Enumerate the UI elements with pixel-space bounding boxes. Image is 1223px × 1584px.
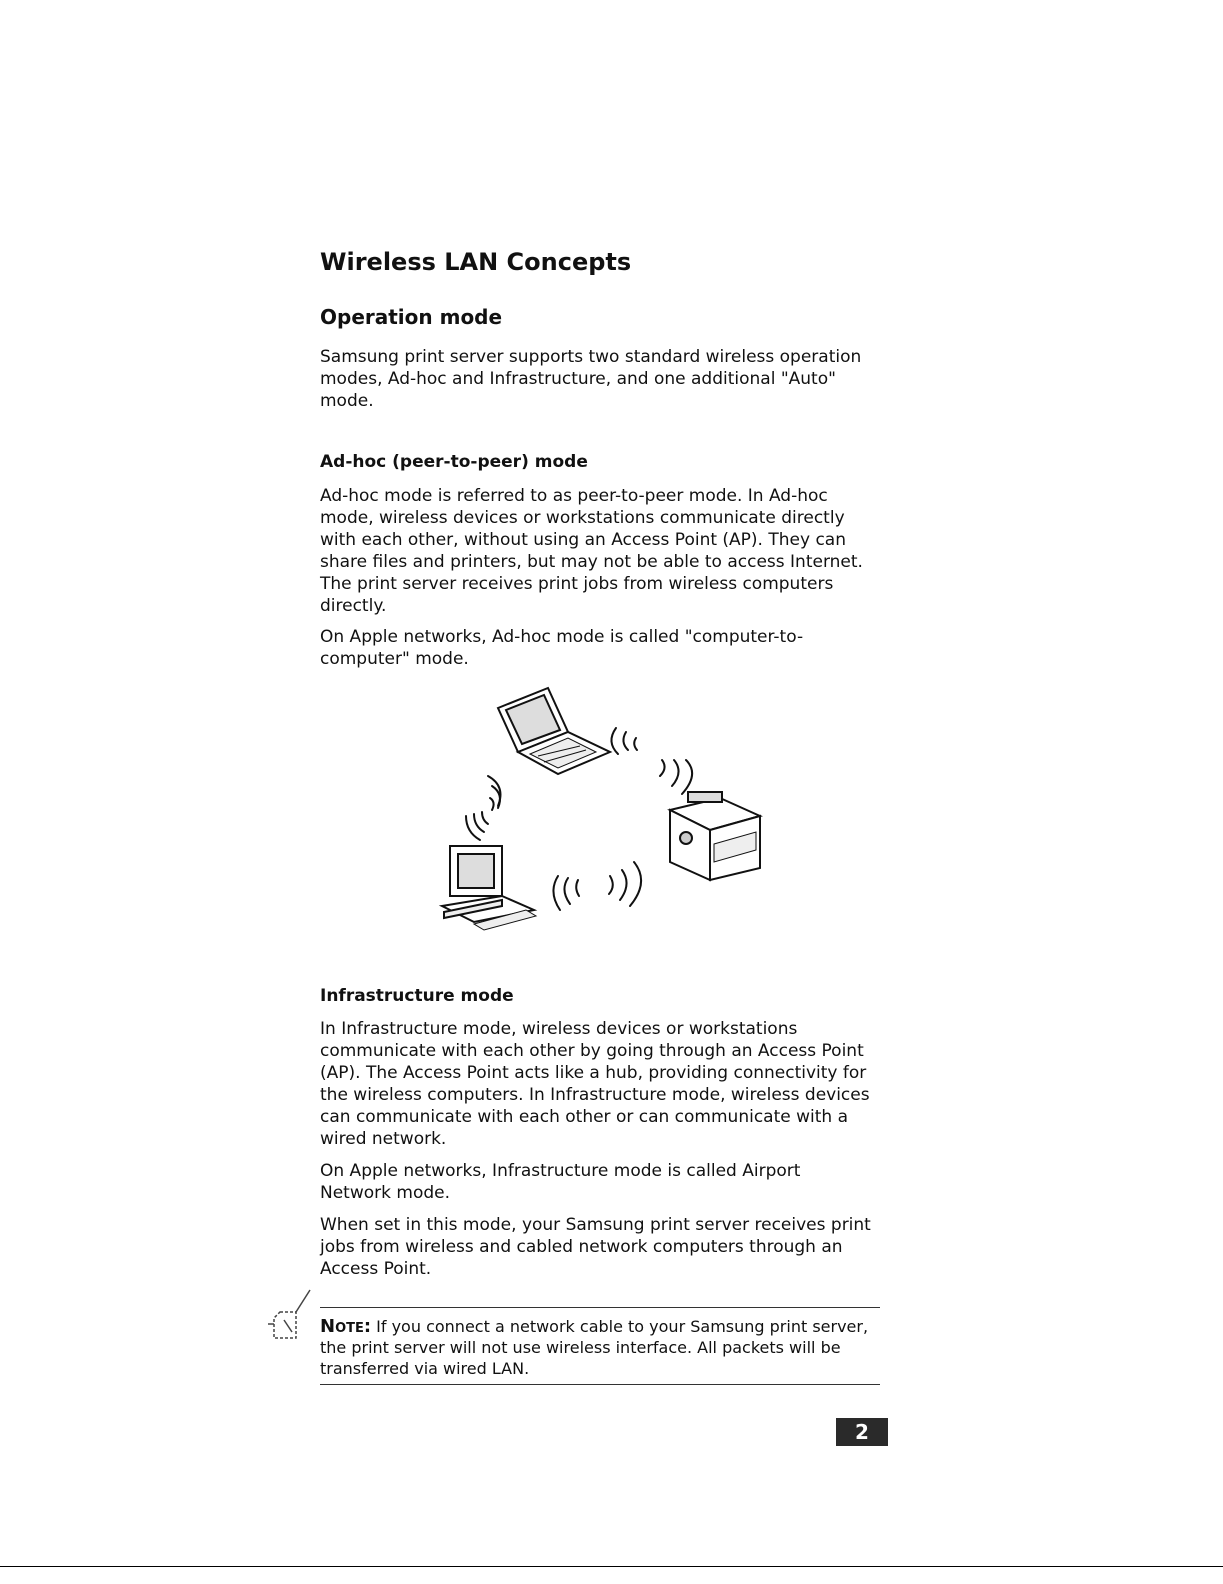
page-bottom-border <box>0 1566 1223 1567</box>
note-pencil-icon <box>266 1288 312 1344</box>
printer-icon <box>670 792 760 880</box>
page-number: 2 <box>836 1418 888 1446</box>
laptop-icon <box>498 688 610 774</box>
infrastructure-paragraph-2: On Apple networks, Infrastructure mode is called Airport Network mode. <box>320 1161 801 1203</box>
operation-mode-heading: Operation mode <box>320 305 503 329</box>
infrastructure-paragraph-3: When set in this mode, your Samsung print server receives print jobs from wireless and cabled network computers through an Access Point. <box>320 1215 871 1279</box>
desktop-computer-icon <box>442 846 536 930</box>
infrastructure-paragraph-1: In Infrastructure mode, wireless devices or workstations communicate with each other by going through an Access Point (AP). The Access Point acts like a hub, providing connectivity for the wireless computers. In Infrastructure mode, wireless devices can communicate with each other or can communicate with a wired network. <box>320 1019 870 1149</box>
infrastructure-heading: Infrastructure mode <box>320 986 514 1006</box>
adhoc-paragraph-2: On Apple networks, Ad-hoc mode is called "computer-to-computer" mode. <box>320 627 804 669</box>
adhoc-heading: Ad-hoc (peer-to-peer) mode <box>320 452 588 472</box>
operation-mode-text: Samsung print server supports two standard wireless operation modes, Ad-hoc and Infrastructure, and one additional "Auto" mode. <box>320 347 862 411</box>
note-text <box>320 1316 880 1379</box>
note-top-rule <box>320 1307 880 1308</box>
adhoc-paragraph-1: Ad-hoc mode is referred to as peer-to-peer mode. In Ad-hoc mode, wireless devices or workstations communicate directly with each other, without using an Access Point (AP). They can share files and printers, but may not be able to access Internet. The print server receives print jobs from wireless computers directly. <box>320 486 863 616</box>
adhoc-network-diagram <box>430 680 790 940</box>
note-bottom-rule <box>320 1384 880 1385</box>
note-label: Note: <box>320 1316 372 1337</box>
page-title: Wireless LAN Concepts <box>320 248 632 276</box>
note-body: If you connect a network cable to your Samsung print server, the print server will not use wireless interface. All packets will be transferred via wired LAN. <box>320 1317 869 1378</box>
